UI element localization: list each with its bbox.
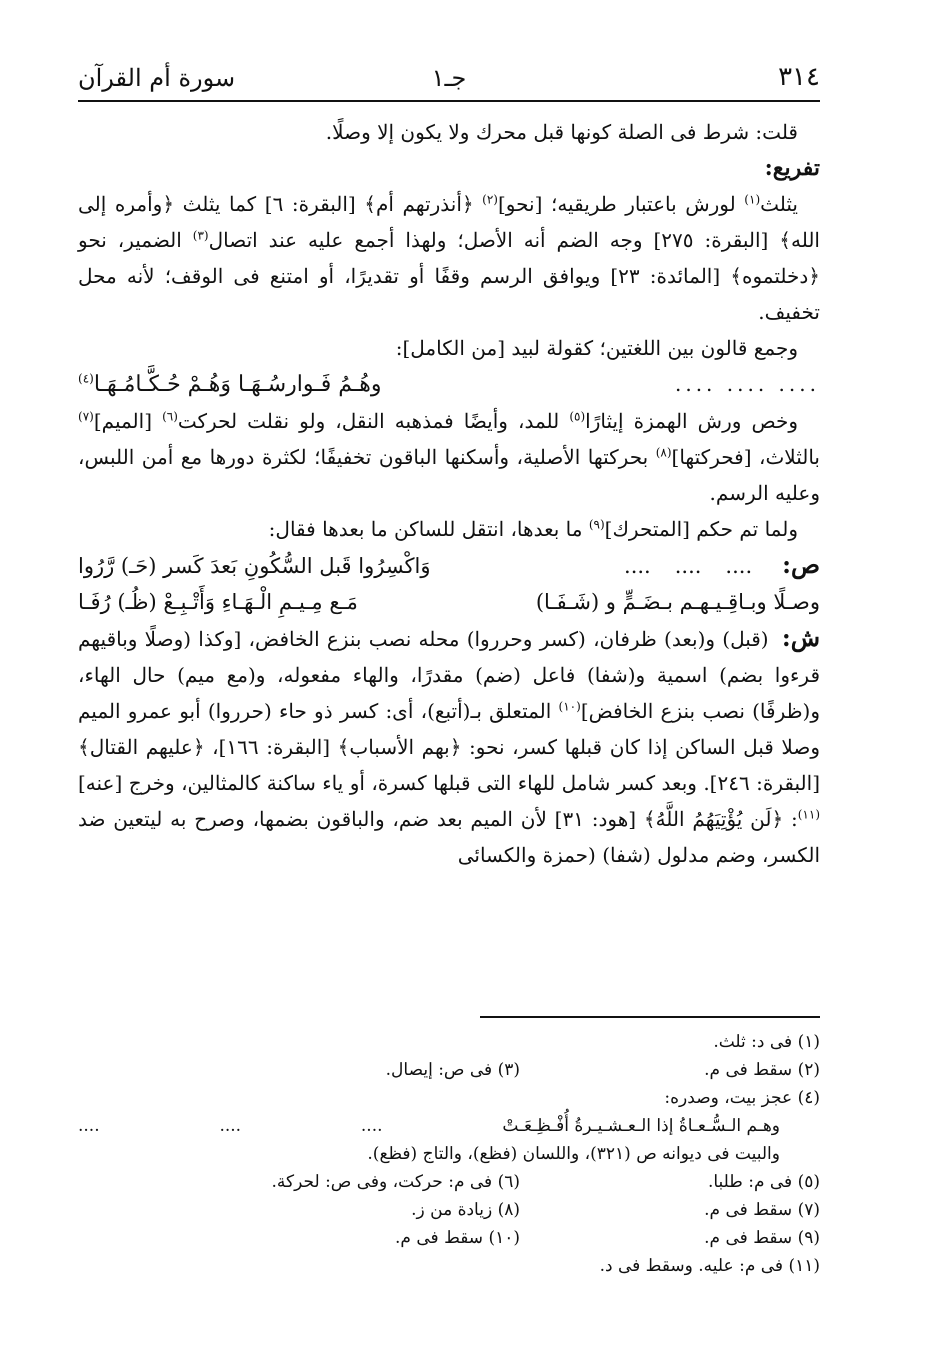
- footnote-row: [78, 1196, 820, 1224]
- footnote-row: [78, 1224, 820, 1252]
- footnote-ref: (٥): [569, 409, 586, 424]
- footnote-source: والبيت فى ديوانه ص (٣٢١)، واللسان (فظع)، والتاج (فظع).: [367, 1144, 780, 1164]
- footnote-ref: (٩): [588, 517, 605, 532]
- paragraph: ولما تم حكم [المتحرك]$^{(٩)}$ ما بعدها، انتقل للساكن ما بعدها فقال:: [268, 517, 798, 541]
- footnotes: [78, 1028, 820, 1280]
- footnote: (٦) فى م: حركت، وفى ص: لحركة.: [271, 1172, 520, 1192]
- footnote: (١١) فى م: عليه. وسقط فى د.: [599, 1256, 820, 1276]
- header-rule: [78, 100, 820, 102]
- footnote-poem: [78, 1112, 820, 1140]
- page-header: [78, 54, 820, 100]
- commentary: ش: (قبل) و(بعد) ظرفان، (كسر وحرروا) محله نصب بنزع الخافض، [وكذا (وصلًا وباقيهم قرءوا بضم) اسمية و(شفا) فاعل (ضم) مقدرًا، والهاء مفعوله، و(مع ميم) حال الهاء، و(ظرفًا) نصب بنزع الخافض]$^{(١٠)}$ المتعلق بـ(أتبع)، أى: كسر ذو حاء (حرروا) أبو عمرو الميم وصلا قبل الساكن إذا كان قبلها كسر، نحو: ﴿بهم الأسباب﴾ [البقرة: ١٦٦]، ﴿عليهم القتال﴾ [البقرة: ٢٤٦]. وبعد كسر شامل للهاء التى قبلها كسرة، أو ياء ساكنة كالمثالين، وخرج [عنه]$^{(١١)}$: ﴿لَن يُؤْتِيَهُمُ اللَّهُ﴾ [هود: ٣١] لأن الميم بعد ضم، والباقون بضمها، وصرح به ليتعين ضد الكسر، وضم مدلول (شفا) (حمزة والكسائى: [78, 623, 821, 867]
- footnote-ref: (٢): [482, 192, 498, 207]
- verse-dots: .... .... ....: [674, 372, 820, 396]
- footnote: (٥) فى م: طلبا.: [707, 1172, 820, 1192]
- footnote: (٢) سقط فى م.: [704, 1060, 820, 1080]
- volume-label: جـ١: [431, 64, 467, 92]
- footnote-row: [78, 1168, 820, 1196]
- footnote-row: [78, 1252, 820, 1280]
- footnote-poem-dots: ....: [219, 1116, 242, 1136]
- footnote-row: [78, 1056, 820, 1084]
- footnote: (٤) عجز بيت، وصدره:: [664, 1088, 820, 1108]
- poem-dots: ....: [674, 554, 702, 578]
- footnote-rule: [480, 1016, 820, 1018]
- footnote-ref: (١): [744, 192, 761, 207]
- footnote: (٣) فى ص: إيصال.: [385, 1060, 520, 1080]
- footnote-row: [78, 1028, 820, 1056]
- paragraph: قلت: شرط فى الصلة كونها قبل محرك ولا يكون إلا وصلًا.: [325, 120, 798, 144]
- section-heading: تفريع:: [764, 155, 820, 181]
- poem-dots: ....: [725, 554, 753, 578]
- footnote: (٧) سقط فى م.: [704, 1200, 820, 1220]
- footnote-row: [78, 1084, 820, 1112]
- verse-hemistich: وهُـمُ فَـوارسُـهَـا وَهُـمْ حُـكَّـامُـهَـا$^{(٤)}$: [78, 371, 382, 397]
- commentary-marker: ش:: [781, 623, 820, 652]
- verse-line: [78, 366, 820, 403]
- poem-dots: ....: [624, 554, 651, 578]
- poem-line-1: [78, 547, 820, 584]
- paragraph: وجمع قالون بين اللغتين؛ كقولة لبيد [من الكامل]:: [395, 336, 798, 360]
- poem-line-2: [78, 584, 820, 620]
- footnote-ref: (٤): [78, 371, 94, 386]
- footnote: (٨) زيادة من ز.: [411, 1200, 520, 1220]
- footnote: (١٠) سقط فى م.: [395, 1228, 520, 1248]
- footnote-poem-dots: ....: [360, 1116, 383, 1136]
- paragraph: وخص ورش الهمزة إيثارًا$^{(٥)}$ للمد، وأيضًا فمذهبه النقل، ولو نقلت لحركت$^{(٦)}$ [الميم]$^{(٧)}$ بالثلاث، [فحركتها]$^{(٨)}$ بحركتها الأصلية، وأسكنها الباقون تخفيفًا؛ لكثرة دورها مع أمن اللبس، وعليه الرسم.: [78, 409, 820, 505]
- poem-marker: ص:: [782, 550, 820, 579]
- footnote-poem-hemistich: وهـم الـسُّـعـاةُ إذا الـعـشـيـرةُ أُفْـظِـعَـتْ: [502, 1116, 780, 1136]
- footnote-ref: (٧): [78, 409, 94, 424]
- main-text: [78, 114, 820, 873]
- page-number: ٣١٤: [778, 62, 820, 92]
- poem-hemistich: مَـع مِـيـمِ الْـهَـاءِ وَأَتْـبِـعْ (ظُـ) رُفَـا: [78, 590, 358, 614]
- footnote: (١) فى د: ثلث.: [713, 1032, 820, 1052]
- poem-hemistich: وصـلًا وبـاقِـيـهـم بـضَـمٍّ و (شَـفَـا): [535, 590, 820, 614]
- footnote: (٩) سقط فى م.: [704, 1228, 820, 1248]
- surah-title: سورة أم القرآن: [78, 64, 236, 92]
- footnote-ref: (٨): [655, 445, 672, 460]
- poem-hemistich: وَاكْسِرُوا قَبل السُّكُونِ بَعدَ كَسر (حَـ) رَّرُوا: [78, 554, 431, 578]
- footnote-ref: (١١): [797, 807, 820, 822]
- footnote-ref: (٣): [192, 228, 209, 243]
- paragraph: يثلث$^{(١)}$ لورش باعتبار طريقيه؛ [نحو]$^{(٢)}$ ﴿أنذرتهم أم﴾ [البقرة: ٦] كما يثلث ﴿وأمره إلى الله﴾ [البقرة: ٢٧٥] وجه الضم أنه الأصل؛ ولهذا أجمع عليه عند اتصال$^{(٣)}$ الضمير، نحو ﴿دخلتموه﴾ [المائدة: ٢٣] ويوافق الرسم وقفًا أو تقديرًا، أو امتنع فى الوقف؛ لأنه محل تخفيف.: [78, 192, 821, 324]
- footnote-poem-dots: ....: [78, 1116, 100, 1136]
- footnote-row: [78, 1140, 820, 1168]
- footnote-ref: (١٠): [558, 699, 581, 714]
- footnote-ref: (٦): [162, 409, 178, 424]
